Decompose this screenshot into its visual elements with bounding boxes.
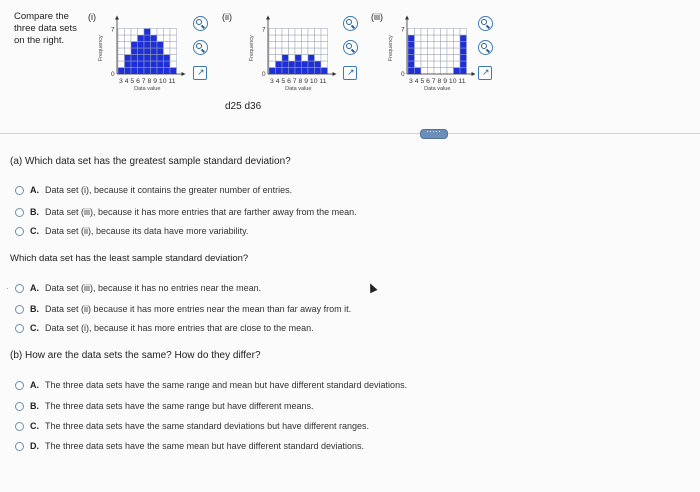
histogram-bar-cell (408, 55, 415, 62)
histogram-bar-cell (282, 55, 289, 62)
y-tick-label: 7 (111, 26, 115, 34)
histogram-bar-cell (460, 42, 467, 49)
histogram-bar-cell (302, 68, 309, 75)
grid-cell (125, 35, 132, 42)
grid-cell (302, 35, 309, 42)
histogram-bar-cell (138, 42, 145, 49)
grid-cell (415, 61, 422, 68)
bullet-mark: · (6, 283, 9, 293)
grid-cell (269, 29, 276, 36)
option-text: The three data sets have the same standard deviations but have different ranges. (45, 421, 370, 431)
grid-cell (421, 61, 428, 68)
histogram-bar-cell (164, 55, 171, 62)
option-b1[interactable] (15, 380, 407, 390)
histogram-bar-cell (295, 68, 302, 75)
y-tick-label: 0 (111, 71, 115, 78)
option-a1[interactable] (15, 185, 292, 195)
grid-cell (289, 48, 296, 55)
grid-cell (164, 35, 171, 42)
histogram-bar-cell (157, 61, 164, 68)
grid-cell (138, 29, 145, 36)
option-letter: A. (30, 185, 39, 195)
radio-button[interactable] (15, 324, 24, 333)
radio-button[interactable] (15, 208, 24, 217)
grid-cell (428, 29, 435, 36)
histogram-bar-cell (144, 35, 151, 42)
grid-cell (421, 48, 428, 55)
grid-cell (315, 29, 322, 36)
histogram-bar-cell (295, 55, 302, 62)
option-letter: D. (30, 441, 39, 451)
intro-line-2: three data sets (14, 23, 77, 34)
histogram-bar-cell (282, 61, 289, 68)
y-axis-arrow (405, 16, 409, 20)
grid-cell (447, 42, 454, 49)
histogram-ii (247, 14, 347, 105)
grid-cell (321, 35, 328, 42)
grid-cell (269, 61, 276, 68)
histogram-bar-cell (131, 48, 138, 55)
grid-cell (434, 48, 441, 55)
grid-cell (454, 61, 461, 68)
histogram-i-svg (96, 14, 196, 100)
radio-button[interactable] (15, 305, 24, 314)
option-text: The three data sets have the same range but have different means. (45, 401, 314, 411)
option-text: Data set (ii) because it has more entries near the mean than far away from it. (45, 304, 352, 314)
option-text: Data set (i), because it has more entries that are close to the mean. (45, 323, 314, 333)
histogram-bar-cell (282, 68, 289, 75)
histogram-bar-cell (144, 42, 151, 49)
grid-cell (125, 42, 132, 49)
grid-cell (434, 68, 441, 75)
radio-button[interactable] (15, 186, 24, 195)
option-letter: A. (30, 283, 39, 293)
grid-cell (282, 42, 289, 49)
histogram-bar-cell (144, 55, 151, 62)
intro-line-3: on the right. (14, 35, 65, 46)
grid-cell (151, 29, 158, 36)
grid-cell (415, 29, 422, 36)
option-text: The three data sets have the same range and mean but have different standard deviations. (45, 380, 408, 390)
grid-cell (118, 55, 125, 62)
grid-cell (315, 35, 322, 42)
grid-cell (308, 29, 315, 36)
histogram-bar-cell (138, 48, 145, 55)
grid-cell (321, 29, 328, 36)
grid-cell (276, 48, 283, 55)
zoom-out-button-iii[interactable] (478, 40, 493, 55)
grid-cell (308, 35, 315, 42)
grid-cell (415, 48, 422, 55)
grid-cell (315, 42, 322, 49)
grid-cell (428, 48, 435, 55)
grid-cell (302, 42, 309, 49)
grid-cell (302, 55, 309, 62)
radio-button[interactable] (15, 284, 24, 293)
option-text: Data set (ii), because its data have more variability. (45, 226, 249, 236)
y-axis-arrow (266, 16, 270, 20)
grid-cell (315, 55, 322, 62)
grid-cell (421, 42, 428, 49)
grid-cell (428, 68, 435, 75)
grid-cell (295, 35, 302, 42)
histogram-bar-cell (408, 61, 415, 68)
x-tick-labels: 3 4 5 6 7 8 9 10 11 (270, 78, 327, 85)
external-link-icon: ↗ (197, 67, 205, 77)
grid-cell (441, 61, 448, 68)
histogram-bar-cell (157, 42, 164, 49)
histogram-bar-cell (408, 48, 415, 55)
external-link-icon: ↗ (347, 67, 355, 77)
histogram-bar-cell (151, 48, 158, 55)
grid-cell (428, 61, 435, 68)
grid-cell (415, 35, 422, 42)
histogram-bar-cell (408, 42, 415, 49)
histogram-bar-cell (125, 61, 132, 68)
y-axis-label: Frequency (249, 35, 255, 62)
grid-cell (315, 48, 322, 55)
mouse-cursor-icon (366, 282, 377, 294)
option-letter: A. (30, 380, 39, 390)
histogram-bar-cell (321, 68, 328, 75)
grid-cell (170, 48, 177, 55)
histogram-bar-cell (151, 35, 158, 42)
section-divider (0, 133, 700, 134)
grid-cell (447, 35, 454, 42)
x-tick-labels: 3 4 5 6 7 8 9 10 11 (119, 78, 176, 85)
grid-cell (447, 48, 454, 55)
x-axis-arrow (472, 72, 476, 76)
grid-cell (302, 48, 309, 55)
option-text: Data set (iii), because it has more entries that are farther away from the mean. (45, 207, 357, 217)
histogram-bar-cell (276, 61, 283, 68)
radio-button[interactable] (15, 422, 24, 431)
grid-cell (170, 35, 177, 42)
grid-cell (118, 48, 125, 55)
grid-cell (415, 55, 422, 62)
expand-button[interactable] (420, 126, 448, 139)
histogram-bar-cell (315, 61, 322, 68)
grid-cell (164, 48, 171, 55)
histogram-bar-cell (170, 68, 177, 75)
grid-cell (131, 29, 138, 36)
histogram-ii-svg (247, 14, 347, 100)
histogram-bar-cell (308, 68, 315, 75)
radio-button[interactable] (15, 227, 24, 236)
grid-cell (269, 48, 276, 55)
histogram-bar-cell (157, 48, 164, 55)
grid-cell (164, 42, 171, 49)
zoom-in-button-i[interactable] (193, 16, 208, 31)
grid-cell (157, 35, 164, 42)
ellipsis-icon: ····· (426, 126, 441, 136)
grid-cell (421, 68, 428, 75)
histogram-bar-cell (138, 35, 145, 42)
grid-cell (421, 29, 428, 36)
plot-label-ii: (ii) (222, 12, 232, 22)
grid-cell (415, 42, 422, 49)
histogram-bar-cell (315, 68, 322, 75)
x-axis-label: Data value (285, 86, 312, 92)
grid-cell (276, 42, 283, 49)
option-text: Data set (i), because it contains the greater number of entries. (45, 185, 293, 195)
histogram-bar-cell (138, 61, 145, 68)
plot-label-iii: (iii) (371, 12, 383, 22)
histogram-bar-cell (308, 61, 315, 68)
histogram-bar-cell (460, 35, 467, 42)
option-letter: C. (30, 421, 39, 431)
option-letter: C. (30, 226, 39, 236)
y-axis-label: Frequency (98, 35, 104, 62)
grid-cell (164, 29, 171, 36)
grid-cell (170, 55, 177, 62)
histogram-bar-cell (269, 68, 276, 75)
option-letter: C. (30, 323, 39, 333)
grid-cell (131, 35, 138, 42)
grid-cell (434, 61, 441, 68)
histogram-bar-cell (151, 68, 158, 75)
stray-text: d25 d36 (225, 101, 262, 112)
histogram-bar-cell (460, 55, 467, 62)
x-tick-labels: 3 4 5 6 7 8 9 10 11 (409, 78, 466, 85)
radio-button[interactable] (15, 442, 24, 451)
grid-cell (441, 68, 448, 75)
x-axis-arrow (182, 72, 186, 76)
histogram-bar-cell (164, 68, 171, 75)
option-letter: B. (30, 304, 39, 314)
option-letter: B. (30, 401, 39, 411)
question-a-part2: Which data set has the least sample standard deviation? (10, 253, 249, 264)
histogram-bar-cell (460, 61, 467, 68)
grid-cell (170, 42, 177, 49)
grid-cell (441, 42, 448, 49)
histogram-bar-cell (460, 68, 467, 75)
y-tick-label: 7 (262, 26, 266, 34)
grid-cell (441, 29, 448, 36)
histogram-bar-cell (289, 68, 296, 75)
grid-cell (428, 42, 435, 49)
question-a: (a) Which data set has the greatest sample standard deviation? (10, 156, 291, 167)
grid-cell (447, 61, 454, 68)
x-axis-arrow (333, 72, 337, 76)
zoom-in-button-iii[interactable] (478, 16, 493, 31)
grid-cell (157, 29, 164, 36)
grid-cell (321, 55, 328, 62)
grid-cell (125, 29, 132, 36)
zoom-in-button-ii[interactable] (343, 16, 358, 31)
grid-cell (170, 29, 177, 36)
grid-cell (276, 35, 283, 42)
histogram-bar-cell (408, 35, 415, 42)
option-b4[interactable] (15, 441, 364, 451)
radio-button[interactable] (15, 381, 24, 390)
grid-cell (460, 29, 467, 36)
zoom-out-button-i[interactable] (193, 40, 208, 55)
histogram-bar-cell (276, 68, 283, 75)
grid-cell (428, 35, 435, 42)
external-link-icon: ↗ (482, 67, 490, 77)
radio-button[interactable] (15, 402, 24, 411)
grid-cell (428, 55, 435, 62)
grid-cell (289, 29, 296, 36)
histogram-bar-cell (289, 61, 296, 68)
histogram-bar-cell (151, 61, 158, 68)
grid-cell (321, 42, 328, 49)
x-axis-label: Data value (424, 86, 451, 92)
grid-cell (118, 29, 125, 36)
grid-cell (118, 35, 125, 42)
y-tick-label: 0 (262, 71, 266, 78)
grid-cell (321, 61, 328, 68)
grid-cell (441, 35, 448, 42)
option-a3[interactable] (15, 226, 248, 236)
option-a2[interactable] (15, 207, 357, 217)
grid-cell (434, 29, 441, 36)
histogram-iii-svg (386, 14, 486, 100)
histogram-bar-cell (144, 61, 151, 68)
histogram-bar-cell (125, 68, 132, 75)
y-tick-label: 0 (401, 71, 405, 78)
histogram-bar-cell (144, 68, 151, 75)
grid-cell (441, 55, 448, 62)
histogram-iii (386, 14, 486, 105)
grid-cell (282, 29, 289, 36)
histogram-bar-cell (131, 42, 138, 49)
grid-cell (276, 55, 283, 62)
option-text: Data set (iii), because it has no entries near the mean. (45, 283, 262, 293)
histogram-bar-cell (408, 68, 415, 75)
option-a2-3[interactable] (15, 323, 314, 333)
grid-cell (454, 42, 461, 49)
option-b2[interactable] (15, 401, 314, 411)
grid-cell (170, 61, 177, 68)
grid-cell (269, 35, 276, 42)
question-b: (b) How are the data sets the same? How do they differ? (10, 350, 261, 361)
grid-cell (289, 42, 296, 49)
grid-cell (308, 48, 315, 55)
y-axis-label: Frequency (388, 35, 394, 62)
histogram-bar-cell (164, 61, 171, 68)
histogram-bar-cell (460, 48, 467, 55)
option-letter: B. (30, 207, 39, 217)
grid-cell (421, 55, 428, 62)
grid-cell (269, 42, 276, 49)
histogram-bar-cell (118, 68, 125, 75)
histogram-bar-cell (415, 68, 422, 75)
histogram-bar-cell (131, 68, 138, 75)
grid-cell (269, 55, 276, 62)
grid-cell (441, 48, 448, 55)
grid-cell (282, 35, 289, 42)
open-external-button-i[interactable] (193, 66, 207, 80)
grid-cell (118, 42, 125, 49)
plot-label-i: (i) (88, 12, 96, 22)
grid-cell (295, 29, 302, 36)
grid-cell (289, 55, 296, 62)
grid-cell (118, 61, 125, 68)
histogram-bar-cell (131, 61, 138, 68)
histogram-bar-cell (308, 55, 315, 62)
grid-cell (308, 42, 315, 49)
grid-cell (421, 35, 428, 42)
y-tick-label: 7 (401, 26, 405, 34)
intro-text (14, 11, 94, 47)
histogram-bar-cell (295, 61, 302, 68)
y-axis-arrow (115, 16, 119, 20)
intro-line-1: Compare the (14, 11, 69, 22)
grid-cell (447, 55, 454, 62)
zoom-out-button-ii[interactable] (343, 40, 358, 55)
histogram-bar-cell (151, 42, 158, 49)
grid-cell (302, 29, 309, 36)
histogram-bar-cell (125, 55, 132, 62)
grid-cell (454, 48, 461, 55)
option-a2-1[interactable] (15, 283, 261, 293)
histogram-bar-cell (131, 55, 138, 62)
grid-cell (295, 48, 302, 55)
histogram-i (96, 14, 196, 105)
grid-cell (434, 42, 441, 49)
grid-cell (434, 55, 441, 62)
grid-cell (321, 48, 328, 55)
x-axis-label: Data value (134, 86, 161, 92)
grid-cell (434, 35, 441, 42)
histogram-bar-cell (302, 61, 309, 68)
open-external-button-iii[interactable] (478, 66, 492, 80)
option-text: The three data sets have the same mean but have different standard deviations. (45, 441, 365, 451)
grid-cell (447, 68, 454, 75)
grid-cell (408, 29, 415, 36)
grid-cell (454, 35, 461, 42)
grid-cell (282, 48, 289, 55)
histogram-bar-cell (138, 55, 145, 62)
option-a2-2[interactable] (15, 304, 351, 314)
grid-cell (276, 29, 283, 36)
histogram-bar-cell (454, 68, 461, 75)
grid-cell (454, 29, 461, 36)
grid-cell (289, 35, 296, 42)
histogram-bar-cell (157, 55, 164, 62)
grid-cell (295, 42, 302, 49)
open-external-button-ii[interactable] (343, 66, 357, 80)
grid-cell (125, 48, 132, 55)
histogram-bar-cell (144, 48, 151, 55)
histogram-bar-cell (138, 68, 145, 75)
grid-cell (447, 29, 454, 36)
histogram-bar-cell (144, 29, 151, 36)
grid-cell (454, 55, 461, 62)
option-b3[interactable] (15, 421, 369, 431)
histogram-bar-cell (157, 68, 164, 75)
histogram-bar-cell (151, 55, 158, 62)
